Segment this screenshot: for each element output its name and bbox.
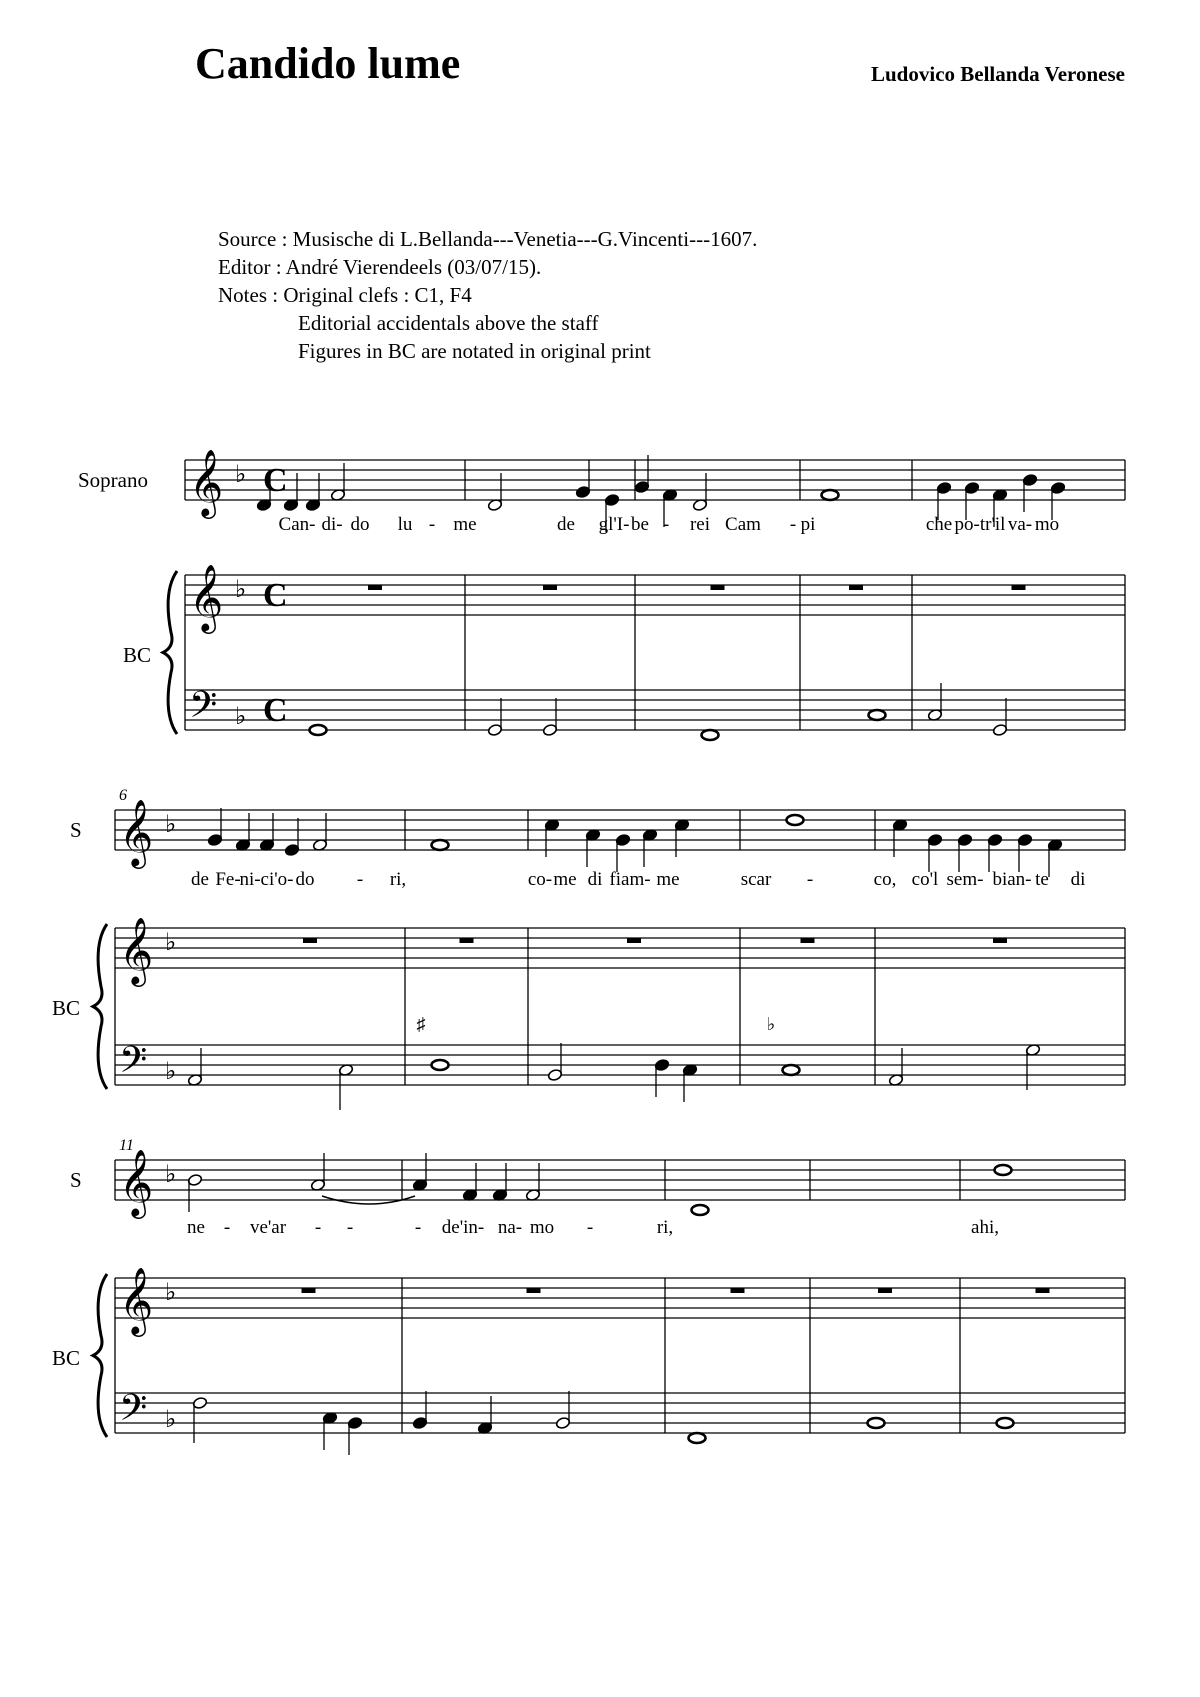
- measure-number: 11: [119, 1137, 134, 1154]
- soprano-label: Soprano: [78, 468, 148, 492]
- whole-note: [432, 1060, 449, 1070]
- flat-icon: ♭: [235, 577, 247, 603]
- whole-rest-icon: [1036, 1288, 1050, 1293]
- lyric-syllable: co-: [527, 869, 553, 890]
- lyric-syllable: sem-: [946, 869, 984, 890]
- whole-note: [997, 1418, 1014, 1428]
- whole-note: [689, 1433, 706, 1443]
- treble-clef-icon: 𝄞: [189, 450, 224, 515]
- lyric-syllable: -: [806, 869, 814, 890]
- treble-clef-icon: 𝄞: [119, 1150, 154, 1215]
- whole-note: [868, 1418, 885, 1428]
- whole-rest-icon: [627, 938, 641, 943]
- lyric-syllable: po-tr'il: [954, 514, 1006, 535]
- flat-icon: ♭: [165, 1407, 177, 1433]
- lyric-syllable: -: [414, 1217, 422, 1238]
- whole-note: [787, 815, 804, 825]
- measure-number: 6: [119, 787, 127, 804]
- flat-icon: ♭: [235, 462, 247, 488]
- bc-figure: ♭: [766, 1014, 776, 1034]
- whole-rest-icon: [543, 585, 557, 590]
- lyric-syllable: -: [356, 869, 364, 890]
- lyric-syllable: di: [587, 869, 603, 890]
- lyric-syllable: ci'o-: [260, 869, 294, 890]
- lyric-syllable: -: [314, 1217, 322, 1238]
- lyric-syllable: -: [428, 514, 436, 535]
- lyric-syllable: Fe-: [215, 869, 241, 890]
- whole-rest-icon: [302, 1288, 316, 1293]
- lyric-syllable: me: [453, 514, 477, 535]
- whole-rest-icon: [878, 1288, 892, 1293]
- lyric-syllable: mo: [529, 1217, 555, 1238]
- whole-rest-icon: [849, 585, 863, 590]
- bass-clef-icon: 𝄢: [189, 685, 218, 734]
- lyric-syllable: -: [223, 1217, 231, 1238]
- whole-note: [869, 710, 886, 720]
- whole-rest-icon: [303, 938, 317, 943]
- whole-note: [702, 730, 719, 740]
- bass-clef-icon: 𝄢: [119, 1388, 148, 1437]
- lyric-syllable: pi: [800, 514, 816, 535]
- whole-rest-icon: [993, 938, 1007, 943]
- figures-note: Figures in BC are notated in original print: [298, 339, 651, 363]
- clefs-note: Notes : Original clefs : C1, F4: [218, 283, 472, 307]
- bass-clef-icon: 𝄢: [119, 1040, 148, 1089]
- lyric-syllable: do: [295, 869, 315, 890]
- lyric-syllable: de: [191, 869, 209, 890]
- whole-rest-icon: [460, 938, 474, 943]
- lyric-syllable: va-: [1007, 514, 1033, 535]
- flat-icon: ♭: [165, 1280, 177, 1306]
- lyric-syllable: me: [553, 869, 577, 890]
- time-signature: C: [263, 462, 288, 499]
- editor-note: Editor : André Vierendeels (03/07/15).: [218, 255, 542, 279]
- whole-rest-icon: [731, 1288, 745, 1293]
- lyric-syllable: do: [350, 514, 370, 535]
- lyric-syllable: rei: [689, 514, 711, 535]
- bc-label: BC: [52, 1346, 81, 1370]
- soprano-label: S: [70, 818, 82, 842]
- lyric-syllable: mo: [1034, 514, 1060, 535]
- whole-rest-icon: [368, 585, 382, 590]
- treble-clef-icon: 𝄞: [119, 918, 154, 983]
- lyric-syllable: Can-: [278, 514, 316, 535]
- brace: [93, 1274, 107, 1437]
- time-signature: C: [263, 692, 288, 729]
- flat-icon: ♭: [165, 1162, 177, 1188]
- lyric-syllable: co'l: [911, 869, 939, 890]
- lyric-syllable: na-: [497, 1217, 523, 1238]
- flat-icon: ♭: [165, 812, 177, 838]
- lyric-syllable: che: [925, 514, 953, 535]
- composer-name: Ludovico Bellanda Veronese: [871, 62, 1125, 86]
- whole-rest-icon: [711, 585, 725, 590]
- lyric-syllable: te: [1035, 869, 1049, 890]
- lyric-syllable: ne: [187, 1217, 205, 1238]
- whole-note: [995, 1165, 1012, 1175]
- lyric-syllable: ri,: [389, 869, 407, 890]
- soprano-label: S: [70, 1168, 82, 1192]
- lyric-syllable: de'in-: [441, 1217, 485, 1238]
- lyric-syllable: me: [656, 869, 680, 890]
- whole-note: [783, 1065, 800, 1075]
- lyric-syllable: -: [586, 1217, 594, 1238]
- lyric-syllable: Cam: [725, 514, 761, 535]
- whole-note: [692, 1205, 709, 1215]
- whole-note: [310, 725, 327, 735]
- whole-rest-icon: [1012, 585, 1026, 590]
- brace: [93, 924, 107, 1089]
- bc-label: BC: [52, 996, 81, 1020]
- whole-note: [822, 490, 839, 500]
- accidentals-note: Editorial accidentals above the staff: [298, 311, 599, 335]
- time-signature: C: [263, 577, 288, 614]
- treble-clef-icon: 𝄞: [189, 565, 224, 630]
- lyric-syllable: di: [1070, 869, 1086, 890]
- lyric-syllable: be: [631, 514, 649, 535]
- lyric-syllable: bian-: [992, 869, 1032, 890]
- treble-clef-icon: 𝄞: [119, 800, 154, 865]
- whole-rest-icon: [801, 938, 815, 943]
- treble-clef-icon: 𝄞: [119, 1268, 154, 1333]
- lyric-syllable: ni-: [239, 869, 261, 890]
- lyric-syllable: ahi,: [971, 1217, 999, 1238]
- lyric-syllable: lu: [397, 514, 413, 535]
- flat-icon: ♭: [235, 704, 247, 730]
- page-title: Candido lume: [195, 39, 461, 88]
- lyric-syllable: fiam-: [609, 869, 651, 890]
- lyric-syllable: scar: [740, 869, 772, 890]
- source-note: Source : Musische di L.Bellanda---Venetia---G.Vincenti---1607.: [218, 227, 758, 251]
- lyric-syllable: di-: [321, 514, 343, 535]
- lyric-syllable: -: [662, 514, 670, 535]
- lyric-syllable: -: [789, 514, 797, 535]
- lyric-syllable: ve'ar: [249, 1217, 287, 1238]
- lyric-syllable: ri,: [656, 1217, 674, 1238]
- lyric-syllable: co,: [873, 869, 897, 890]
- bc-label: BC: [123, 643, 152, 667]
- lyric-syllable: -: [346, 1217, 354, 1238]
- whole-note: [432, 840, 449, 850]
- flat-icon: ♭: [165, 1059, 177, 1085]
- whole-rest-icon: [527, 1288, 541, 1293]
- bc-figure: ♯: [416, 1014, 426, 1034]
- brace: [163, 571, 177, 734]
- lyric-syllable: de: [557, 514, 575, 535]
- flat-icon: ♭: [165, 930, 177, 956]
- lyric-syllable: gl'I-: [598, 514, 630, 535]
